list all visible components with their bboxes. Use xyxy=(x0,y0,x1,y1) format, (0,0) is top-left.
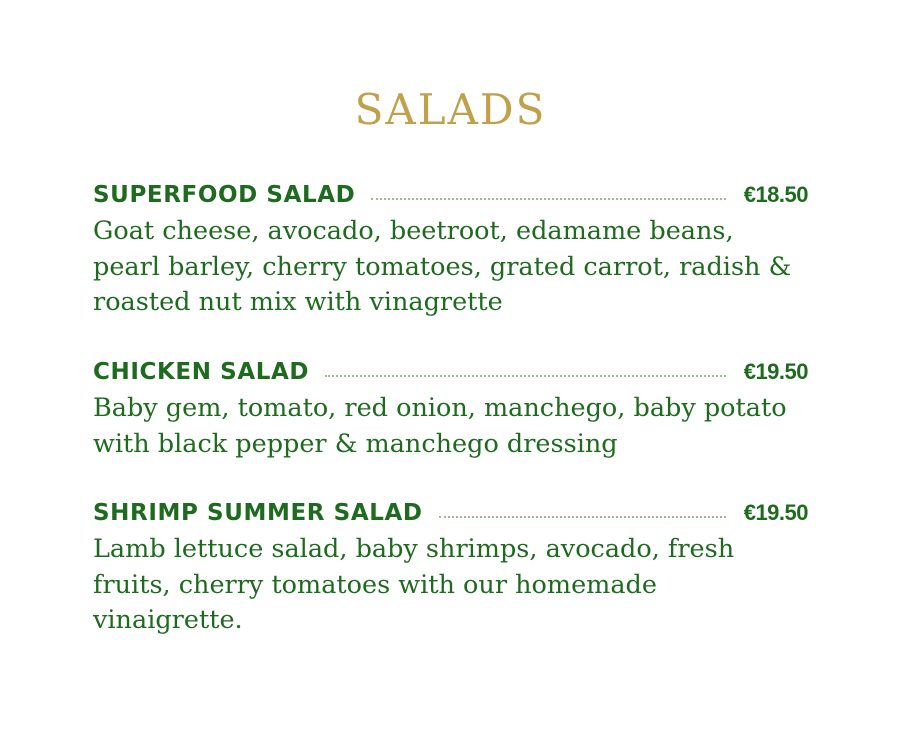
menu-item-price: €19.50 xyxy=(743,359,808,384)
menu-item-name: SHRIMP SUMMER SALAD xyxy=(93,500,423,526)
menu-item-description: Baby gem, tomato, red onion, manchego, baby potato with black pepper & manchego dressing xyxy=(93,393,787,459)
section-title: SALADS xyxy=(354,85,547,134)
dotted-leader xyxy=(371,198,725,200)
menu-item xyxy=(93,498,808,639)
menu-item-header xyxy=(93,357,808,387)
dotted-leader xyxy=(439,516,726,518)
menu-item-description: Goat cheese, avocado, beetroot, edamame beans, pearl barley, cherry tomatoes, grated carrot, radish & roasted nut mix with vinagrette xyxy=(93,216,792,317)
menu-item xyxy=(93,180,808,321)
menu-item-name: CHICKEN SALAD xyxy=(93,359,310,385)
menu-item-name: SUPERFOOD SALAD xyxy=(93,182,356,208)
menu-item xyxy=(93,357,808,462)
dotted-leader xyxy=(325,375,726,377)
menu-item-header xyxy=(93,498,808,528)
menu-item-description: Lamb lettuce salad, baby shrimps, avocado, fresh fruits, cherry tomatoes with our homemade vinaigrette. xyxy=(93,534,735,635)
menu-item-price: €18.50 xyxy=(743,182,808,207)
menu-item-header xyxy=(93,180,808,210)
menu-item-price: €19.50 xyxy=(743,500,808,525)
